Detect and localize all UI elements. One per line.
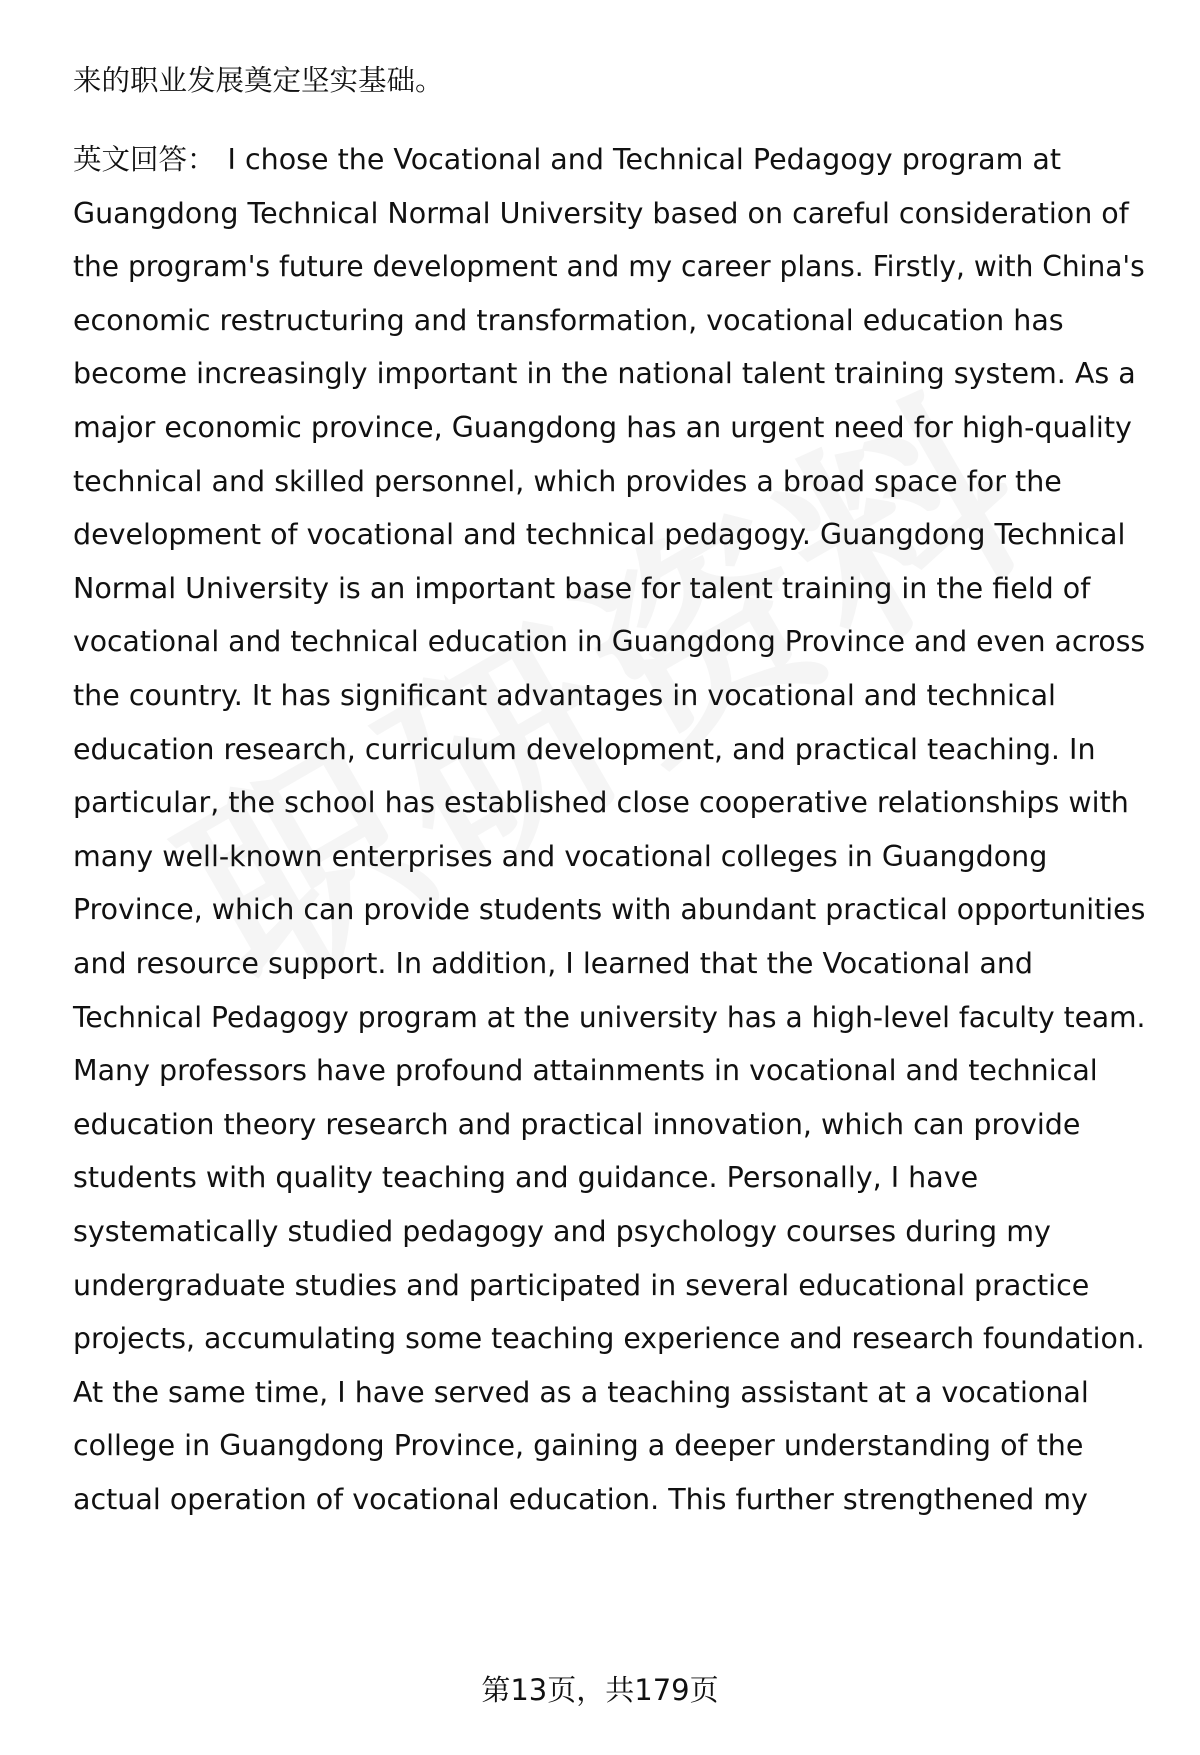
answer-line: Guangdong Technical Normal University based on careful consideration of [73,196,1129,230]
answer-line: become increasingly important in the national talent training system. As a [73,357,1136,391]
answer-line: development of vocational and technical pedagogy. Guangdong Technical [73,518,1126,552]
answer-line: students with quality teaching and guidance. Personally, I have [73,1161,979,1195]
answer-line: particular, the school has established close cooperative relationships with [73,786,1129,820]
answer-line: Province, which can provide students with abundant practical opportunities [73,893,1146,927]
answer-line: education theory research and practical innovation, which can provide [73,1107,1081,1141]
answer-line: college in Guangdong Province, gaining a deeper understanding of the [73,1429,1084,1463]
answer-line [73,140,1061,180]
answer-line: the country. It has significant advantages in vocational and technical [73,679,1056,712]
answer-line: actual operation of vocational education. This further strengthened my [73,1483,1088,1516]
answer-line: At the same time, I have served as a teaching assistant at a vocational [73,1375,1089,1409]
answer-line: technical and skilled personnel, which provides a broad space for the [73,464,1062,498]
page-number-footer: 第13页，共179页 [481,1673,719,1707]
answer-line: the program's future development and my career plans. Firstly, with China's [73,250,1145,284]
answer-line: Many professors have profound attainments in vocational and technical [73,1054,1098,1088]
answer-label: 英文回答： [73,143,216,176]
previous-paragraph-tail: 来的职业发展奠定坚实基础。 [73,64,444,97]
answer-line: Technical Pedagogy program at the university has a high-level faculty team. [73,1000,1146,1034]
answer-line: major economic province, Guangdong has an urgent need for high-quality [73,411,1132,444]
answer-line: economic restructuring and transformation, vocational education has [73,303,1064,337]
answer-line: many well-known enterprises and vocational colleges in Guangdong [73,839,1048,873]
answer-line: and resource support. In addition, I learned that the Vocational and [73,947,1033,980]
answer-line: undergraduate studies and participated in several educational practice [73,1268,1090,1302]
answer-line: systematically studied pedagogy and psychology courses during my [73,1215,1051,1248]
answer-line: vocational and technical education in Guangdong Province and even across [73,625,1146,659]
answer-line: Normal University is an important base for talent training in the field of [73,571,1091,605]
answer-line: projects, accumulating some teaching experience and research foundation. [73,1322,1145,1356]
answer-line: education research, curriculum development, and practical teaching. In [73,732,1096,766]
answer-line-text: I chose the Vocational and Technical Pedagogy program at [227,143,1062,176]
